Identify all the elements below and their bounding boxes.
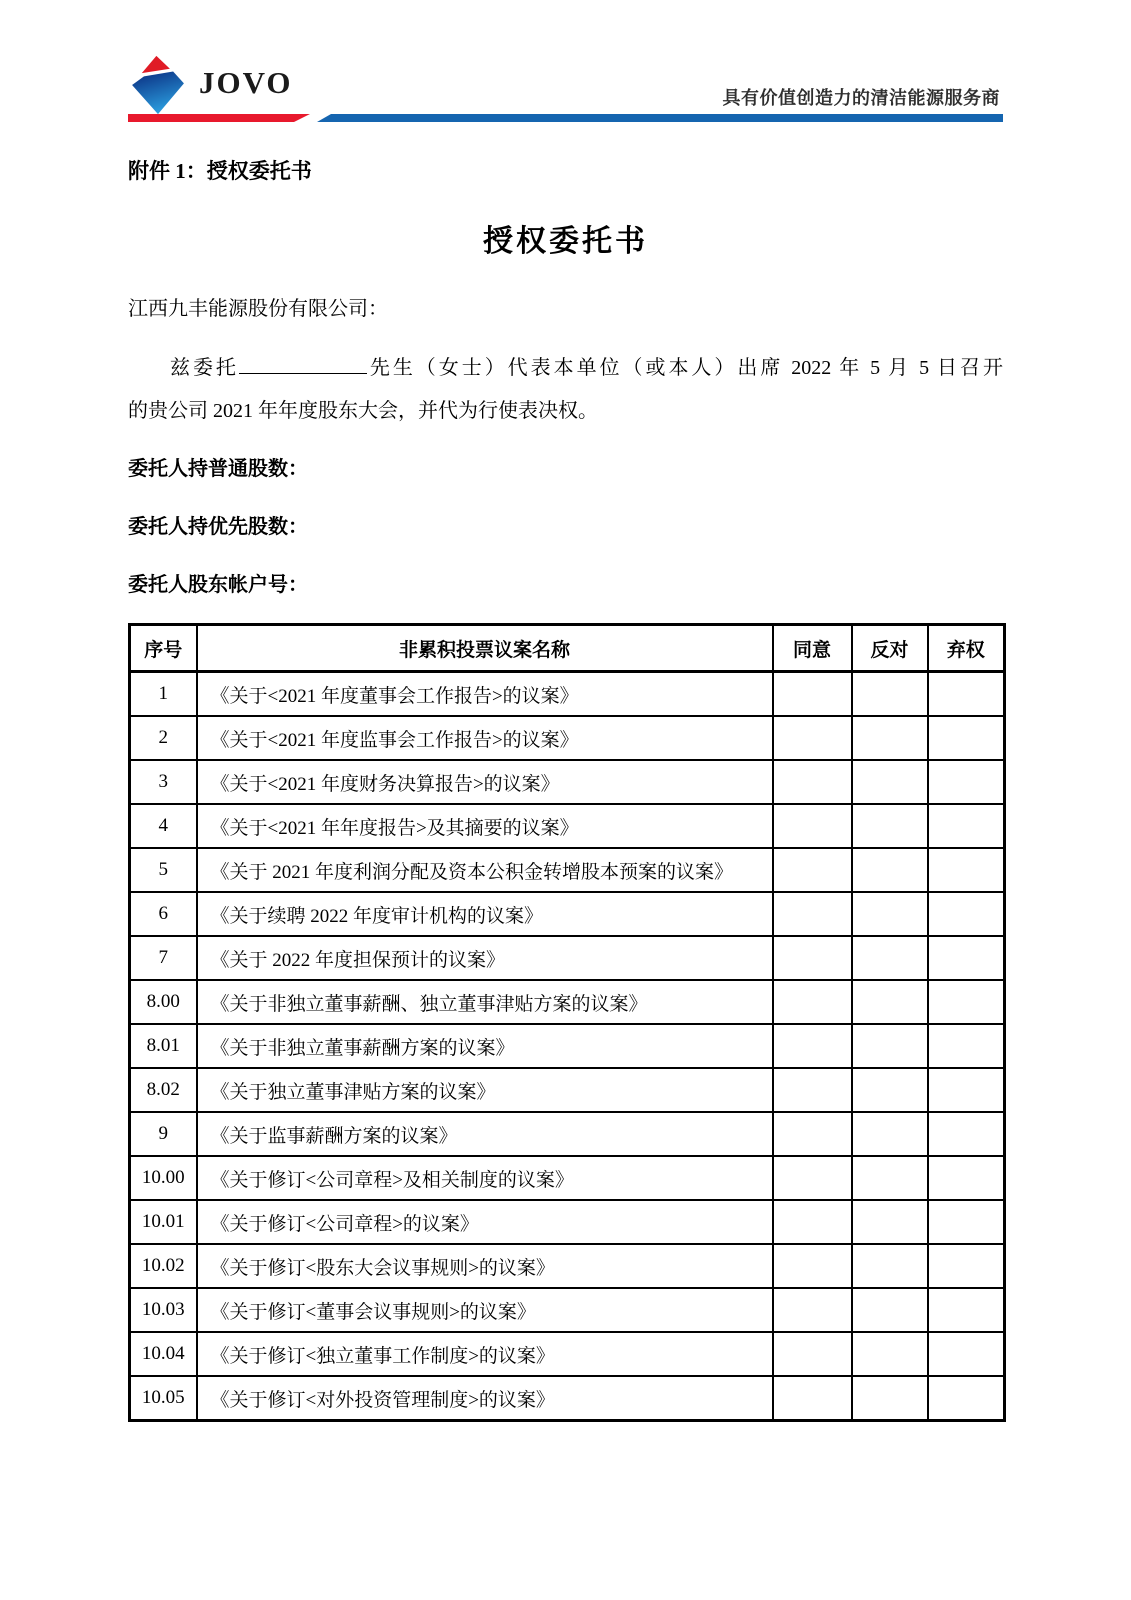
vote-against-cell (852, 672, 928, 717)
vote-agree-cell (773, 1112, 852, 1156)
proposal-name: 《关于修订<公司章程>的议案》 (197, 1200, 773, 1244)
vote-abstain-cell (928, 1024, 1005, 1068)
vote-agree-cell (773, 1288, 852, 1332)
proposal-number: 9 (130, 1112, 197, 1156)
proposal-name: 《关于<2021 年度财务决算报告>的议案》 (197, 760, 773, 804)
vote-against-cell (852, 760, 928, 804)
vote-against-cell (852, 892, 928, 936)
proposal-number: 10.03 (130, 1288, 197, 1332)
proxy-name-blank (239, 372, 367, 374)
proposal-number: 10.01 (130, 1200, 197, 1244)
header-rule-gap (310, 114, 317, 122)
proposals-tbody (130, 672, 1005, 1421)
vote-abstain-cell (928, 804, 1005, 848)
vote-agree-cell (773, 1156, 852, 1200)
proposal-number: 10.04 (130, 1332, 197, 1376)
vote-against-cell (852, 716, 928, 760)
vote-against-cell (852, 1200, 928, 1244)
proposal-name: 《关于非独立董事薪酬、独立董事津贴方案的议案》 (197, 980, 773, 1024)
commission-paragraph-line1 (128, 347, 1003, 390)
header-abstain: 弃权 (928, 625, 1005, 672)
jovo-diamond-icon (131, 54, 185, 116)
proposal-name: 《关于 2022 年度担保预计的议案》 (197, 936, 773, 980)
table-row (130, 1244, 1005, 1288)
table-row (130, 1156, 1005, 1200)
proposal-name: 《关于修订<独立董事工作制度>的议案》 (197, 1332, 773, 1376)
vote-agree-cell (773, 848, 852, 892)
vote-agree-cell (773, 936, 852, 980)
vote-against-cell (852, 804, 928, 848)
vote-abstain-cell (928, 1112, 1005, 1156)
vote-abstain-cell (928, 1376, 1005, 1421)
vote-agree-cell (773, 1068, 852, 1112)
proposal-name: 《关于<2021 年年度报告>及其摘要的议案》 (197, 804, 773, 848)
proposal-name: 《关于<2021 年度监事会工作报告>的议案》 (197, 716, 773, 760)
attachment-label: 附件 1：授权委托书 (128, 159, 312, 183)
vote-agree-cell (773, 1376, 852, 1421)
table-row (130, 672, 1005, 717)
header-against: 反对 (852, 625, 928, 672)
proposal-name: 《关于独立董事津贴方案的议案》 (197, 1068, 773, 1112)
table-row (130, 760, 1005, 804)
proposal-name: 《关于监事薪酬方案的议案》 (197, 1112, 773, 1156)
proposal-number: 3 (130, 760, 197, 804)
vote-against-cell (852, 1332, 928, 1376)
para-after-blank: 先生（女士）代表本单位（或本人）出席 2022 年 5 月 5 日召开 (366, 357, 1003, 379)
vote-against-cell (852, 1156, 928, 1200)
table-row (130, 804, 1005, 848)
vote-against-cell (852, 1244, 928, 1288)
header-proposal-name: 非累积投票议案名称 (197, 625, 773, 672)
proposal-name: 《关于续聘 2022 年度审计机构的议案》 (197, 892, 773, 936)
vote-agree-cell (773, 1024, 852, 1068)
table-row (130, 716, 1005, 760)
vote-abstain-cell (928, 760, 1005, 804)
proposal-number: 10.00 (130, 1156, 197, 1200)
proposal-name: 《关于修订<股东大会议事规则>的议案》 (197, 1244, 773, 1288)
vote-abstain-cell (928, 716, 1005, 760)
ordinary-shares-field-label: 委托人持普通股数： (128, 458, 308, 480)
vote-against-cell (852, 1376, 928, 1421)
vote-against-cell (852, 1068, 928, 1112)
table-row (130, 936, 1005, 980)
proposal-number: 2 (130, 716, 197, 760)
proposal-name: 《关于<2021 年度董事会工作报告>的议案》 (197, 672, 773, 717)
header-no: 序号 (130, 625, 197, 672)
document-title: 授权委托书 (483, 225, 648, 258)
vote-abstain-cell (928, 892, 1005, 936)
vote-abstain-cell (928, 1332, 1005, 1376)
table-row (130, 980, 1005, 1024)
company-tagline: 具有价值创造力的清洁能源服务商 (722, 88, 1000, 108)
proposals-table (128, 623, 1006, 1422)
vote-agree-cell (773, 1332, 852, 1376)
table-row (130, 848, 1005, 892)
vote-against-cell (852, 980, 928, 1024)
vote-against-cell (852, 848, 928, 892)
proposal-name: 《关于 2021 年度利润分配及资本公积金转增股本预案的议案》 (197, 848, 773, 892)
vote-abstain-cell (928, 1156, 1005, 1200)
table-row (130, 1288, 1005, 1332)
vote-abstain-cell (928, 848, 1005, 892)
table-row (130, 892, 1005, 936)
proposal-number: 7 (130, 936, 197, 980)
proposal-number: 8.02 (130, 1068, 197, 1112)
header-rule-red-segment (128, 114, 310, 122)
jovo-logo-text: JOVO (199, 65, 293, 100)
proposal-name: 《关于修订<董事会议事规则>的议案》 (197, 1288, 773, 1332)
preferred-shares-field-label: 委托人持优先股数： (128, 516, 308, 538)
vote-abstain-cell (928, 1068, 1005, 1112)
vote-abstain-cell (928, 1244, 1005, 1288)
vote-abstain-cell (928, 936, 1005, 980)
vote-agree-cell (773, 892, 852, 936)
table-row (130, 1200, 1005, 1244)
commission-paragraph-line2: 的贵公司 2021 年年度股东大会，并代为行使表决权。 (128, 400, 598, 422)
proposal-number: 5 (130, 848, 197, 892)
table-row (130, 1068, 1005, 1112)
proposal-number: 10.02 (130, 1244, 197, 1288)
vote-agree-cell (773, 1200, 852, 1244)
vote-abstain-cell (928, 980, 1005, 1024)
table-row (130, 1024, 1005, 1068)
vote-agree-cell (773, 760, 852, 804)
vote-against-cell (852, 1112, 928, 1156)
vote-abstain-cell (928, 1200, 1005, 1244)
salutation: 江西九丰能源股份有限公司： (128, 298, 388, 320)
vote-abstain-cell (928, 1288, 1005, 1332)
vote-against-cell (852, 1288, 928, 1332)
proposal-name: 《关于修订<公司章程>及相关制度的议案》 (197, 1156, 773, 1200)
vote-against-cell (852, 936, 928, 980)
commission-paragraph (128, 347, 1003, 433)
table-row (130, 1376, 1005, 1421)
header-rule (128, 114, 1003, 122)
table-row (130, 1332, 1005, 1376)
table-row (130, 1112, 1005, 1156)
shareholder-account-field-label: 委托人股东帐户号： (128, 574, 308, 596)
proposal-number: 4 (130, 804, 197, 848)
para-before-blank: 兹委托 (170, 357, 239, 379)
vote-against-cell (852, 1024, 928, 1068)
table-header-row (130, 625, 1005, 672)
proposal-name: 《关于修订<对外投资管理制度>的议案》 (197, 1376, 773, 1421)
proposal-number: 10.05 (130, 1376, 197, 1421)
header-rule-blue-segment (317, 114, 1003, 122)
vote-agree-cell (773, 1244, 852, 1288)
company-logo (131, 54, 293, 116)
proposal-number: 8.00 (130, 980, 197, 1024)
vote-agree-cell (773, 716, 852, 760)
proposal-name: 《关于非独立董事薪酬方案的议案》 (197, 1024, 773, 1068)
vote-agree-cell (773, 672, 852, 717)
vote-agree-cell (773, 980, 852, 1024)
vote-abstain-cell (928, 672, 1005, 717)
vote-agree-cell (773, 804, 852, 848)
header-agree: 同意 (773, 625, 852, 672)
proposal-number: 6 (130, 892, 197, 936)
proposal-number: 1 (130, 672, 197, 717)
proposal-number: 8.01 (130, 1024, 197, 1068)
